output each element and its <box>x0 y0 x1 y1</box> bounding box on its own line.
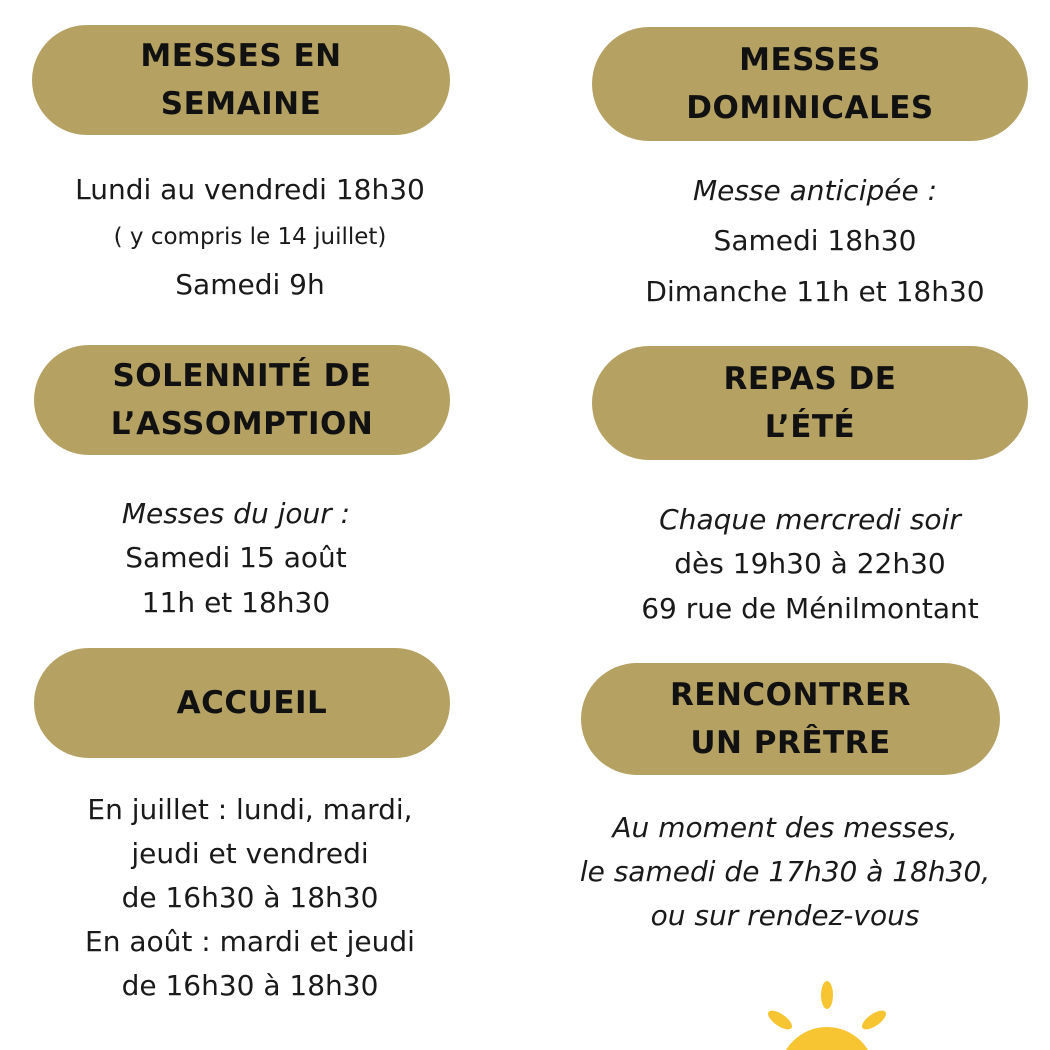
sunday-masses-text <box>560 166 1050 318</box>
text-line: Messes du jour : <box>121 497 351 530</box>
meet-priest-text <box>530 806 1040 938</box>
heading-line: REPAS DE <box>723 361 897 397</box>
text-line: dès 19h30 à 22h30 <box>674 547 946 580</box>
text-line: le samedi de 17h30 à 18h30, <box>579 855 991 888</box>
heading-line: SEMAINE <box>160 86 322 122</box>
meet-priest-heading <box>581 663 1000 775</box>
text-line: jeudi et vendredi <box>131 837 369 870</box>
heading-line: L’ÉTÉ <box>764 409 856 445</box>
sun-icon <box>755 975 905 1050</box>
text-line: Samedi 15 août <box>125 541 347 574</box>
heading-line: ACCUEIL <box>176 685 328 721</box>
welcome-heading <box>34 648 450 758</box>
text-line: de 16h30 à 18h30 <box>121 969 379 1002</box>
heading-line: UN PRÊTRE <box>690 725 891 761</box>
text-line: 11h et 18h30 <box>141 586 331 619</box>
text-line: Messe anticipée : <box>692 174 938 207</box>
welcome-text <box>0 788 500 1008</box>
text-line: Dimanche 11h et 18h30 <box>645 275 985 308</box>
text-line: Samedi 18h30 <box>713 224 917 257</box>
heading-line: RENCONTRER <box>669 677 912 713</box>
text-line: ( y compris le 14 juillet) <box>113 224 387 250</box>
text-line: En août : mardi et jeudi <box>85 925 415 958</box>
heading-line: DOMINICALES <box>686 90 934 126</box>
text-line: Chaque mercredi soir <box>659 503 961 536</box>
sunday-masses-heading <box>592 27 1028 141</box>
text-line: En juillet : lundi, mardi, <box>87 793 413 826</box>
assumption-text <box>0 492 472 626</box>
text-line: Lundi au vendredi 18h30 <box>75 173 425 206</box>
assumption-heading <box>34 345 450 455</box>
text-line: 69 rue de Ménilmontant <box>641 592 979 625</box>
heading-line: MESSES EN <box>140 38 342 74</box>
heading-line: L’ASSOMPTION <box>110 406 374 442</box>
heading-line: SOLENNITÉ DE <box>112 358 372 394</box>
text-line: ou sur rendez-vous <box>650 899 920 932</box>
summer-meal-text <box>560 498 1050 632</box>
text-line: Samedi 9h <box>175 268 325 301</box>
weekday-masses-heading <box>32 25 450 135</box>
weekday-masses-text <box>0 168 500 308</box>
text-line: de 16h30 à 18h30 <box>121 881 379 914</box>
text-line: Au moment des messes, <box>612 811 958 844</box>
heading-line: MESSES <box>739 42 881 78</box>
summer-meal-heading <box>592 346 1028 460</box>
